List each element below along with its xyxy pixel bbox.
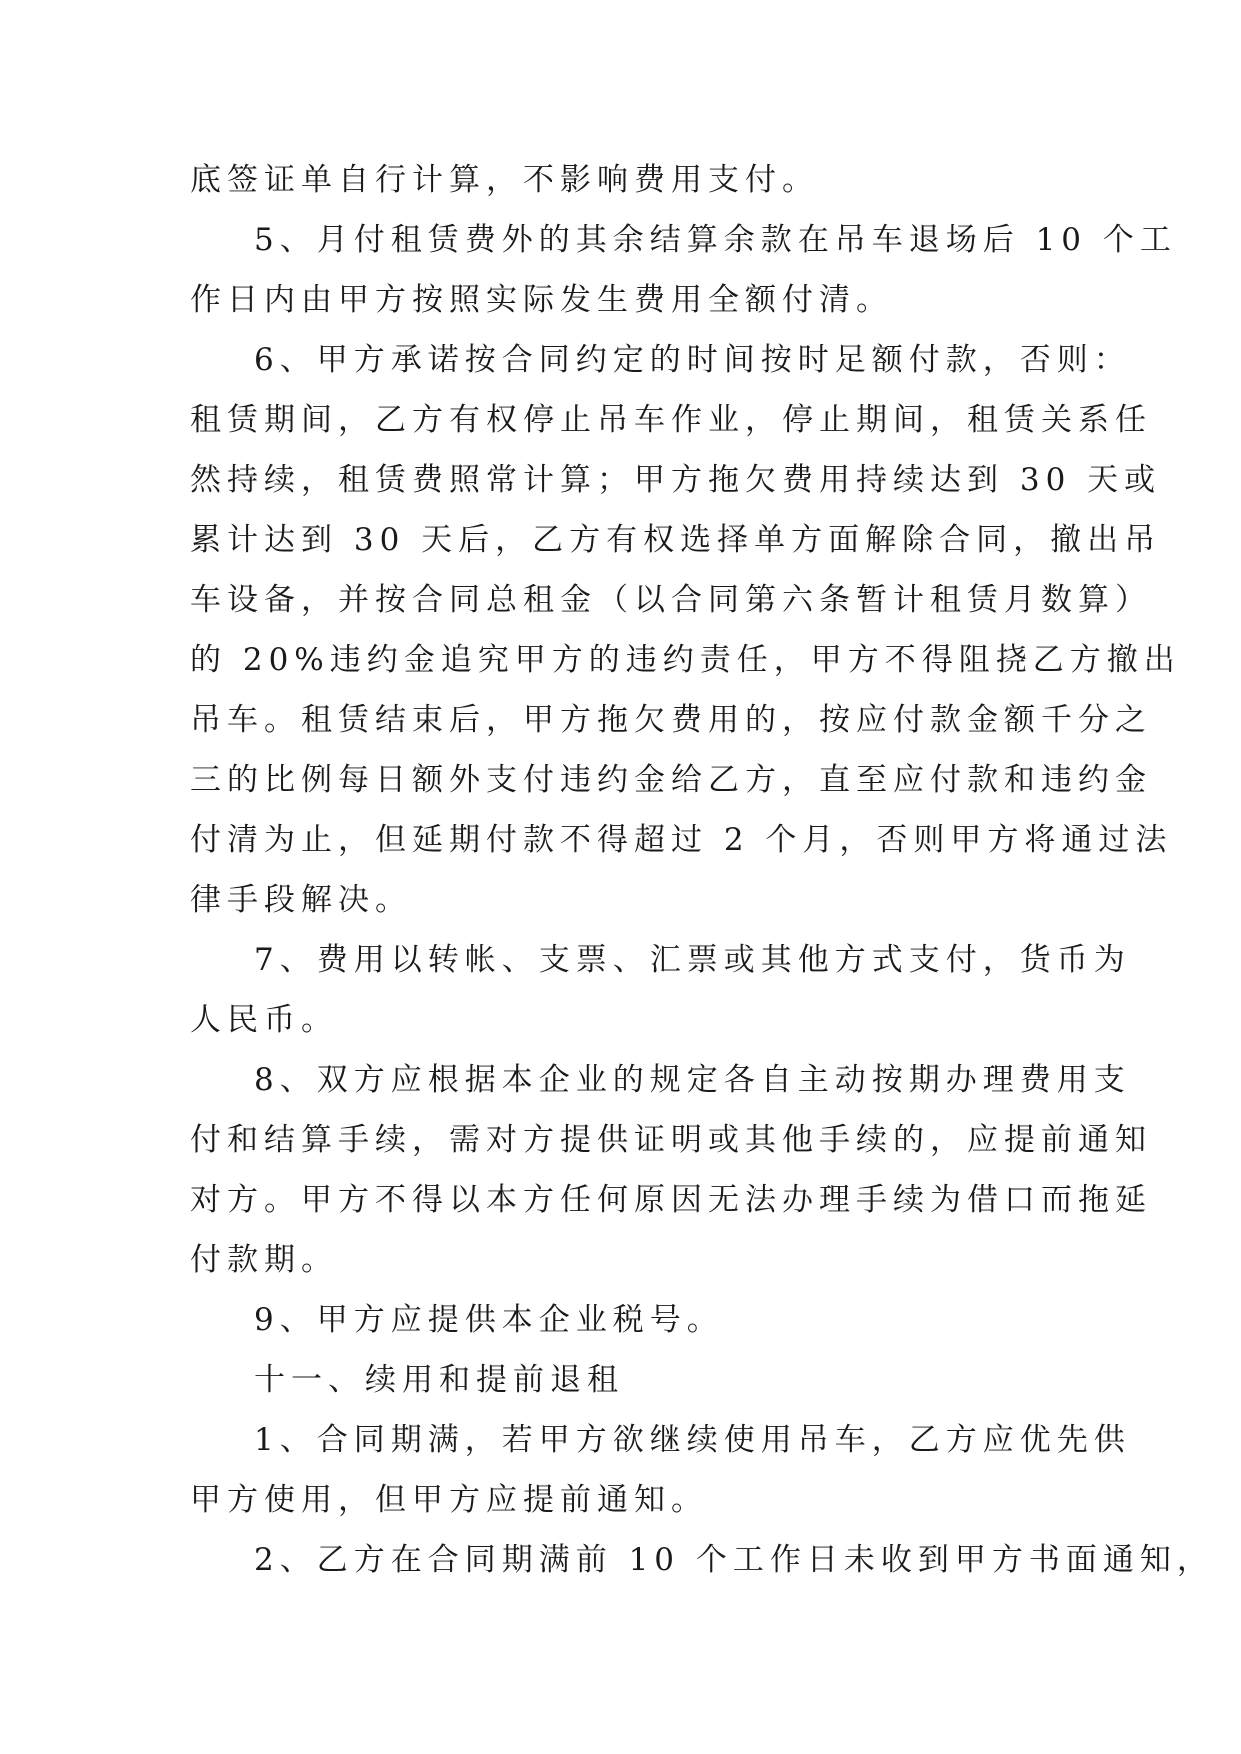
text-line: 十一、续用和提前退租 <box>254 1362 624 1398</box>
text-line: 吊车。租赁结束后，甲方拖欠费用的，按应付款金额千分之 <box>190 702 1152 738</box>
text-line: 甲方使用，但甲方应提前通知。 <box>190 1482 708 1518</box>
text-line: 然持续，租赁费照常计算；甲方拖欠费用持续达到 30 天或 <box>190 462 1162 498</box>
text-line: 5、月付租赁费外的其余结算余款在吊车退场后 10 个工 <box>254 222 1177 258</box>
text-line: 的 20%违约金追究甲方的违约责任，甲方不得阻挠乙方撤出 <box>190 642 1181 678</box>
text-line: 人民币。 <box>190 1002 338 1038</box>
text-line: 付和结算手续，需对方提供证明或其他手续的，应提前通知 <box>190 1122 1152 1158</box>
text-line: 9、甲方应提供本企业税号。 <box>254 1302 724 1338</box>
document-body <box>190 150 1214 1590</box>
text-line: 2、乙方在合同期满前 10 个工作日未收到甲方书面通知， <box>254 1542 1214 1578</box>
text-line: 1、合同期满，若甲方欲继续使用吊车，乙方应优先供 <box>254 1422 1131 1458</box>
text-line: 车设备，并按合同总租金（以合同第六条暂计租赁月数算） <box>190 582 1152 618</box>
text-line: 付清为止，但延期付款不得超过 2 个月，否则甲方将通过法 <box>190 822 1173 858</box>
text-line: 租赁期间，乙方有权停止吊车作业，停止期间，租赁关系任 <box>190 402 1152 438</box>
text-line: 对方。甲方不得以本方任何原因无法办理手续为借口而拖延 <box>190 1182 1152 1218</box>
text-line: 7、费用以转帐、支票、汇票或其他方式支付，货币为 <box>254 942 1131 978</box>
text-line: 作日内由甲方按照实际发生费用全额付清。 <box>190 282 893 318</box>
text-line: 6、甲方承诺按合同约定的时间按时足额付款，否则： <box>254 342 1131 378</box>
text-line: 底签证单自行计算，不影响费用支付。 <box>190 162 819 198</box>
text-line: 累计达到 30 天后，乙方有权选择单方面解除合同，撤出吊 <box>190 522 1162 558</box>
text-line: 律手段解决。 <box>190 882 412 918</box>
text-line: 付款期。 <box>190 1242 338 1278</box>
text-line: 8、双方应根据本企业的规定各自主动按期办理费用支 <box>254 1062 1131 1098</box>
text-line: 三的比例每日额外支付违约金给乙方，直至应付款和违约金 <box>190 762 1152 798</box>
